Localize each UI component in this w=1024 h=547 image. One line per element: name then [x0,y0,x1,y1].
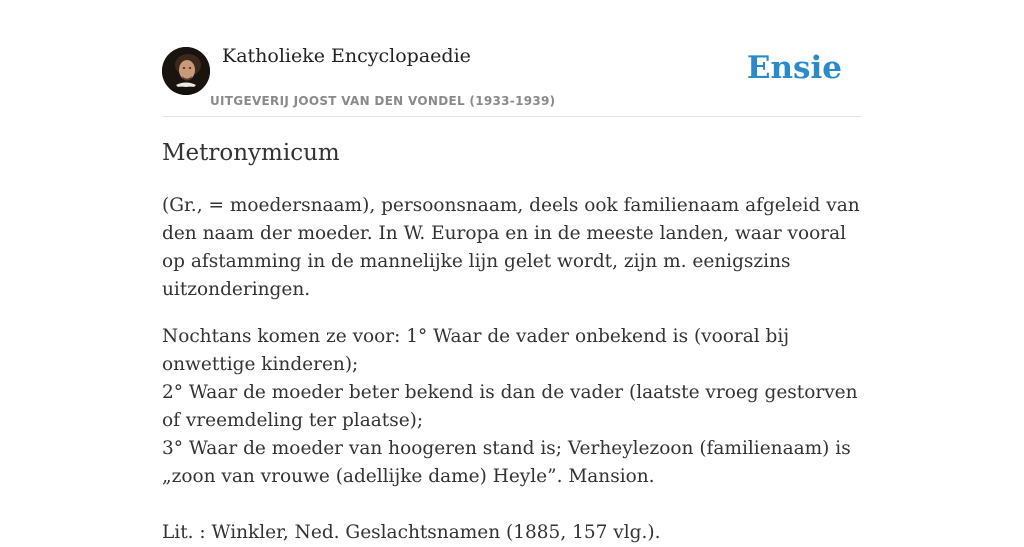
site-title[interactable]: Katholieke Encyclopaedie [222,45,471,67]
publisher-label: UITGEVERIJ JOOST VAN DEN VONDEL (1933-1939) [210,94,556,108]
portrait-image [162,47,210,95]
portrait-avatar-icon[interactable] [162,47,210,95]
case-3-text: 3° Waar de moeder van hoogeren stand is; Verheylezoon (familienaam) is „zoon van vrouwe (adellijke dame) Heyle”. Mansion. [162,438,851,487]
case-2-text: 2° Waar de moeder beter bekend is dan de vader (laatste vroeg gestorven of vreemdeling ter plaatse); [162,382,858,431]
literature-reference: Lit. : Winkler, Ned. Geslachtsnamen (1885, 157 vlg.). [162,522,661,543]
article-title: Metronymicum [162,140,340,166]
article-body [162,192,862,547]
ensie-logo-link[interactable]: Ensie [746,50,842,86]
site-header [162,0,862,117]
paragraph-cases [162,323,862,491]
case-1-text: Nochtans komen ze voor: 1° Waar de vader onbekend is (vooral bij onwettige kinderen); [162,326,790,375]
paragraph-definition: (Gr., = moedersnaam), persoonsnaam, deels ook familienaam afgeleid van den naam der moeder. In W. Europa en in de meeste landen, waar vooral op afstamming in de mannelijke lijn gelet wordt, zijn m. eenigszins uitzonderingen. [162,195,860,300]
page-container [162,0,862,543]
